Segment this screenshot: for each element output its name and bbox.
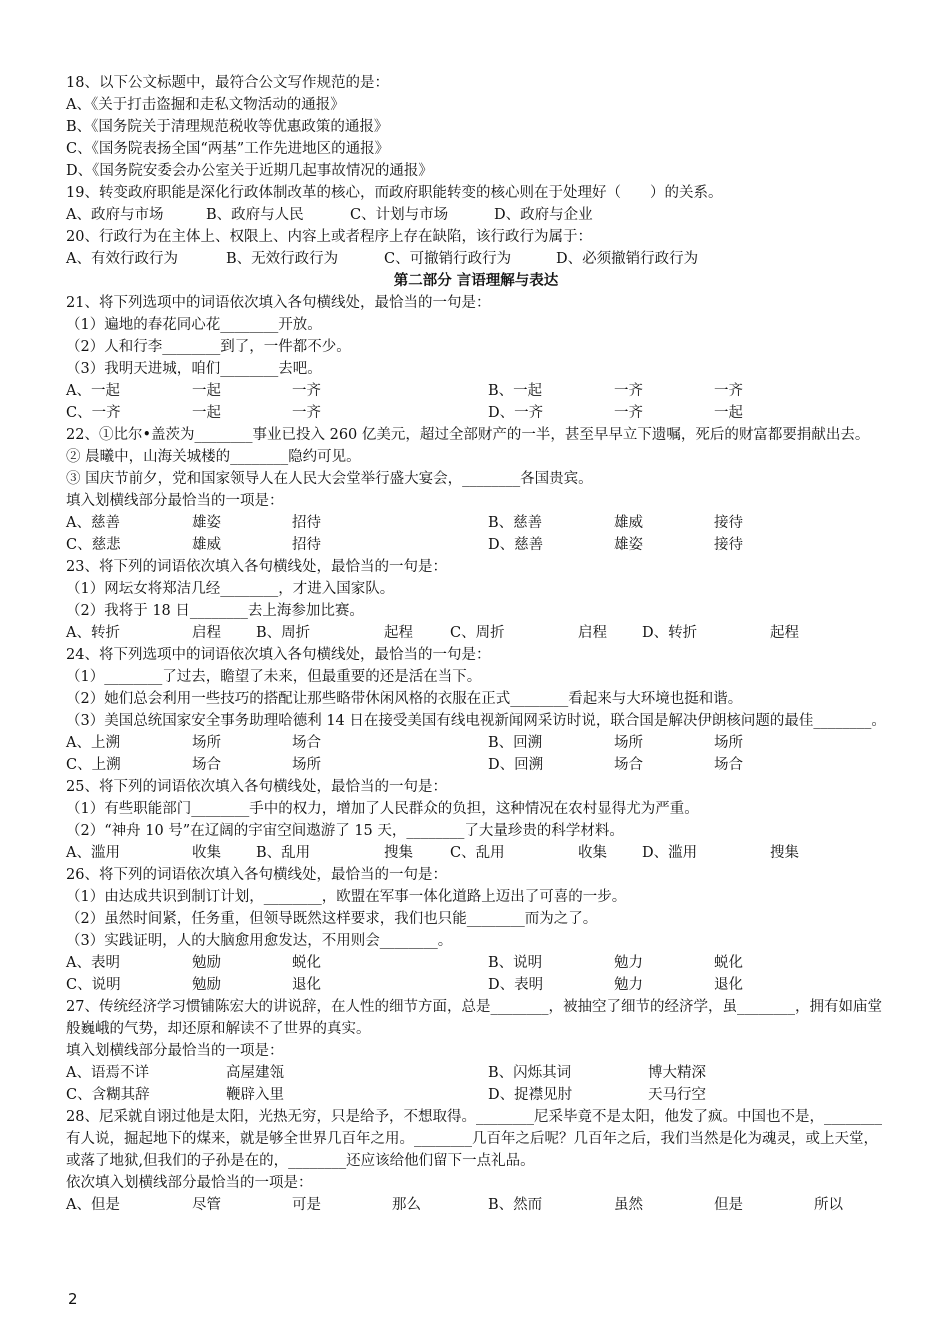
q22-options-ab: [66, 512, 886, 534]
q28-stem: 28、尼采就自诩过他是太阳，光热无穷，只是给予，不想取得。________尼采毕竟不是太阳，他发了疯。中国也不是，________有人说，掘起地下的煤来，就是够全世界几百年之用。________几百年之后呢？几百年之后，我们当然是化为魂灵，或上天堂，或落了地狱,但我们的子孙是在的，________还应该给他们留下一点礼品。: [66, 1109, 882, 1169]
q26-sentence-2: （2）虽然时间紧，任务重，但领导既然这样要求，我们也只能________而为之了。: [66, 911, 598, 927]
q22-stem: 22、①比尔•盖茨为________事业已投入 260 亿美元，超过全部财产的一半，甚至早早立下遗嘱，死后的财富都要捐献出去。: [66, 427, 870, 443]
q28-options: [66, 1194, 886, 1216]
q28-b-4: 所以: [814, 1197, 843, 1213]
q20-stem: 20、行政行为在主体上、权限上、内容上或者程序上存在缺陷，该行政行为属于：: [66, 229, 592, 245]
q26-a-3: 蜕化: [292, 955, 321, 971]
q22-c-3: 招待: [292, 537, 321, 553]
q24-options-cd: [66, 754, 886, 776]
q20-option-c: C、可撤销行政行为: [384, 251, 512, 267]
q26-a-2: 勉励: [192, 955, 221, 971]
q23-sentence-2: （2）我将于 18 日________去上海参加比赛。: [66, 603, 364, 619]
q23-b-1: B、周折: [256, 625, 311, 641]
q24-c-2: 场合: [192, 757, 221, 773]
q23-sentence-1: （1）网坛女将郑洁几经________，才进入国家队。: [66, 581, 395, 597]
q26-b-1: B、说明: [488, 955, 543, 971]
q22-b-3: 接待: [714, 515, 743, 531]
q21-sentence-3: （3）我明天进城，咱们________去吧。: [66, 361, 322, 377]
q19-option-d: D、政府与企业: [494, 207, 593, 223]
q22-d-3: 接待: [714, 537, 743, 553]
q28-a-3: 可是: [292, 1197, 321, 1213]
q23-c-2: 启程: [578, 625, 607, 641]
q27-d-1: D、捉襟见肘: [488, 1087, 573, 1103]
q22-a-3: 招待: [292, 515, 321, 531]
q21-a-1: A、一起: [66, 383, 120, 399]
q24-b-3: 场所: [714, 735, 743, 751]
q21-sentence-1: （1）遍地的春花同心花________开放。: [66, 317, 322, 333]
q26-options-cd: [66, 974, 886, 996]
q24-options-ab: [66, 732, 886, 754]
q18-option-c: C、《国务院表扬全国“两基”工作先进地区的通报》: [66, 141, 390, 157]
q19-option-b: B、政府与人民: [206, 207, 304, 223]
q26-c-3: 退化: [292, 977, 321, 993]
q24-c-1: C、上溯: [66, 757, 121, 773]
q23-b-2: 起程: [384, 625, 413, 641]
q21-b-2: 一齐: [614, 383, 643, 399]
q27-d-2: 天马行空: [648, 1087, 706, 1103]
q24-a-2: 场所: [192, 735, 221, 751]
section-title: 第二部分 言语理解与表达: [393, 273, 559, 289]
q25-b-2: 搜集: [384, 845, 413, 861]
q22-a-1: A、慈善: [66, 515, 120, 531]
q20-option-b: B、无效行政行为: [226, 251, 339, 267]
q28-b-3: 但是: [714, 1197, 743, 1213]
q22-options-cd: [66, 534, 886, 556]
q26-b-2: 勉力: [614, 955, 643, 971]
q24-d-2: 场合: [614, 757, 643, 773]
q24-a-3: 场合: [292, 735, 321, 751]
q20-option-a: A、有效行政行为: [66, 251, 178, 267]
q21-options-cd: [66, 402, 886, 424]
q26-options-ab: [66, 952, 886, 974]
q25-d-2: 搜集: [770, 845, 799, 861]
page-number: 2: [68, 1290, 78, 1308]
q21-stem: 21、将下列选项中的词语依次填入各句横线处，最恰当的一句是：: [66, 295, 491, 311]
q24-sentence-1: （1）________了过去，瞻望了未来，但最重要的还是活在当下。: [66, 669, 482, 685]
q18-stem: 18、以下公文标题中，最符合公文写作规范的是：: [66, 75, 389, 91]
q21-a-3: 一齐: [292, 383, 321, 399]
q28-b-2: 虽然: [614, 1197, 643, 1213]
q25-a-2: 收集: [192, 845, 221, 861]
q26-b-3: 蜕化: [714, 955, 743, 971]
q26-d-3: 退化: [714, 977, 743, 993]
q24-a-1: A、上溯: [66, 735, 120, 751]
exam-page: [66, 72, 886, 1216]
q21-options-ab: [66, 380, 886, 402]
q26-c-1: C、说明: [66, 977, 121, 993]
q23-d-2: 起程: [770, 625, 799, 641]
q25-b-1: B、乱用: [256, 845, 311, 861]
q21-b-1: B、一起: [488, 383, 543, 399]
q25-d-1: D、滥用: [642, 845, 698, 861]
q19-stem: 19、转变政府职能是深化行政体制改革的核心，而政府职能转变的核心则在于处理好（ ）的关系。: [66, 185, 723, 201]
q25-options: [66, 842, 886, 864]
q23-c-1: C、周折: [450, 625, 505, 641]
q21-d-2: 一齐: [614, 405, 643, 421]
q21-b-3: 一齐: [714, 383, 743, 399]
q28-a-1: A、但是: [66, 1197, 120, 1213]
q24-stem: 24、将下列选项中的词语依次填入各句横线处，最恰当的一句是：: [66, 647, 491, 663]
q23-d-1: D、转折: [642, 625, 698, 641]
q26-sentence-3: （3）实践证明，人的大脑愈用愈发达，不用则会________。: [66, 933, 453, 949]
q25-c-1: C、乱用: [450, 845, 505, 861]
q21-sentence-2: （2）人和行李________到了，一件都不少。: [66, 339, 351, 355]
q18-option-b: B、《国务院关于清理规范税收等优惠政策的通报》: [66, 119, 389, 135]
q27-b-1: B、闪烁其词: [488, 1065, 572, 1081]
q26-sentence-1: （1）由达成共识到制订计划，________，欧盟在军事一体化道路上迈出了可喜的一步。: [66, 889, 627, 905]
q22-b-1: B、慈善: [488, 515, 543, 531]
q25-sentence-1: （1）有些职能部门________手中的权力，增加了人民群众的负担，这种情况在农村显得尤为严重。: [66, 801, 699, 817]
q22-d-1: D、慈善: [488, 537, 544, 553]
q21-c-2: 一起: [192, 405, 221, 421]
q22-a-2: 雄姿: [192, 515, 221, 531]
q27-c-2: 鞭辟入里: [226, 1087, 284, 1103]
q24-b-1: B、回溯: [488, 735, 543, 751]
q22-d-2: 雄姿: [614, 537, 643, 553]
q22-b-2: 雄威: [614, 515, 643, 531]
q19-option-a: A、政府与市场: [66, 207, 164, 223]
q28-a-2: 尽管: [192, 1197, 221, 1213]
q20-options: [66, 248, 886, 270]
q24-b-2: 场所: [614, 735, 643, 751]
q27-b-2: 博大精深: [648, 1065, 706, 1081]
q23-stem: 23、将下列的词语依次填入各句横线处，最恰当的一句是：: [66, 559, 447, 575]
q19-options: [66, 204, 886, 226]
q27-stem: 27、传统经济学习惯铺陈宏大的讲说辞，在人性的细节方面，总是________，被抽空了细节的经济学，虽________，拥有如庙堂般巍峨的气势，却还原和解读不了世界的真实。: [66, 999, 882, 1037]
q24-sentence-3: （3）美国总统国家安全事务助理哈德利 14 日在接受美国有线电视新闻网采访时说，联合国是解决伊朗核问题的最佳________。: [66, 713, 886, 729]
q25-stem: 25、将下列的词语依次填入各句横线处，最恰当的一句是：: [66, 779, 447, 795]
q27-options-ab: [66, 1062, 886, 1084]
q27-a-2: 高屋建瓴: [226, 1065, 284, 1081]
q22-c-1: C、慈悲: [66, 537, 121, 553]
q28-prompt: 依次填入划横线部分最恰当的一项是：: [66, 1175, 313, 1191]
q25-c-2: 收集: [578, 845, 607, 861]
q23-options: [66, 622, 886, 644]
q27-a-1: A、语焉不详: [66, 1065, 149, 1081]
q23-a-1: A、转折: [66, 625, 120, 641]
q25-a-1: A、滥用: [66, 845, 120, 861]
q21-c-3: 一齐: [292, 405, 321, 421]
q21-d-1: D、一齐: [488, 405, 544, 421]
q26-d-1: D、表明: [488, 977, 544, 993]
q21-d-3: 一起: [714, 405, 743, 421]
q26-a-1: A、表明: [66, 955, 120, 971]
q28-b-1: B、然而: [488, 1197, 543, 1213]
q19-option-c: C、计划与市场: [350, 207, 449, 223]
q20-option-d: D、必须撤销行政行为: [556, 251, 699, 267]
q27-c-1: C、含糊其辞: [66, 1087, 150, 1103]
q18-option-a: A、《关于打击盗掘和走私文物活动的通报》: [66, 97, 345, 113]
q22-sentence-2: ② 晨曦中，山海关城楼的________隐约可见。: [66, 449, 361, 465]
q21-c-1: C、一齐: [66, 405, 121, 421]
q18-option-d: D、《国务院安委会办公室关于近期几起事故情况的通报》: [66, 163, 433, 179]
q22-sentence-3: ③ 国庆节前夕，党和国家领导人在人民大会堂举行盛大宴会，________各国贵宾。: [66, 471, 593, 487]
q27-options-cd: [66, 1084, 886, 1106]
q22-c-2: 雄威: [192, 537, 221, 553]
q24-d-3: 场合: [714, 757, 743, 773]
q26-stem: 26、将下列的词语依次填入各句横线处，最恰当的一句是：: [66, 867, 447, 883]
q27-prompt: 填入划横线部分最恰当的一项是：: [66, 1043, 284, 1059]
q25-sentence-2: （2）“神舟 10 号”在辽阔的宇宙空间遨游了 15 天，________了大量珍贵的科学材料。: [66, 823, 624, 839]
q26-c-2: 勉励: [192, 977, 221, 993]
q24-c-3: 场所: [292, 757, 321, 773]
q24-sentence-2: （2）她们总会利用一些技巧的搭配让那些略带休闲风格的衣服在正式________看起来与大环境也挺和谐。: [66, 691, 743, 707]
q28-a-4: 那么: [392, 1197, 421, 1213]
q23-a-2: 启程: [192, 625, 221, 641]
q22-prompt: 填入划横线部分最恰当的一项是：: [66, 493, 284, 509]
q26-d-2: 勉力: [614, 977, 643, 993]
q21-a-2: 一起: [192, 383, 221, 399]
q24-d-1: D、回溯: [488, 757, 544, 773]
